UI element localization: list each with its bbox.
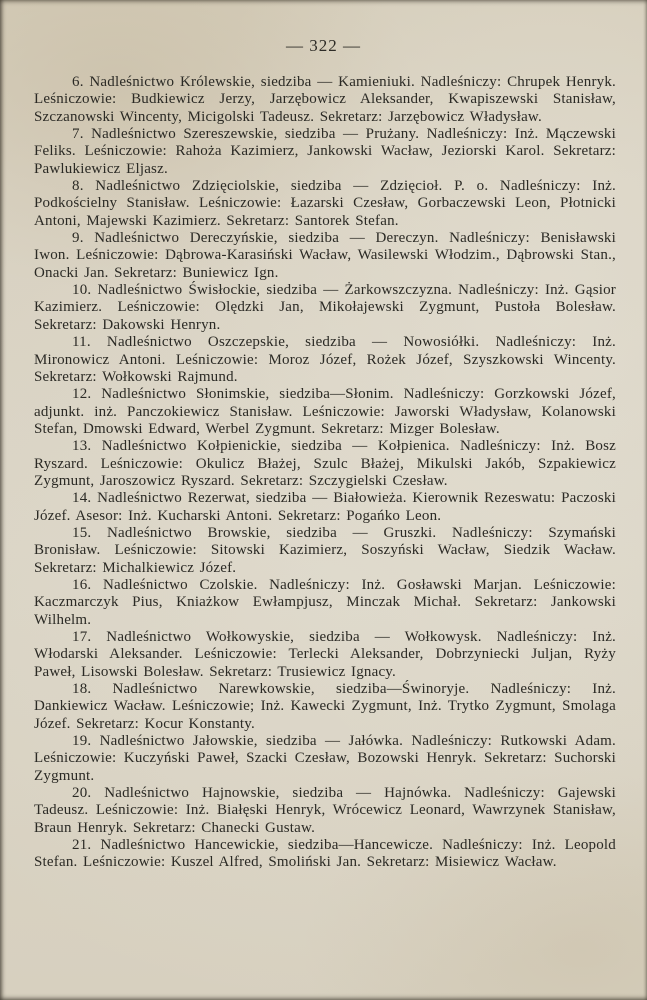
- list-entry: 15. Nadleśnictwo Browskie, siedziba — Gruszki. Nadleśniczy: Szymański Bronisław. Leśniczowie: Sitowski Kazimierz, Soszyński Wacław, Siedzik Wacław. Sekretarz: Michalkiewicz Józef.: [34, 524, 616, 576]
- page-number: — 322 —: [286, 36, 361, 55]
- list-entry: 7. Nadleśnictwo Szereszewskie, siedziba — Prużany. Nadleśniczy: Inż. Mączewski Feliks. Leśniczowie: Rahoża Kazimierz, Jankowski Wacław, Jeziorski Karol. Sekretarz: Pawlukiewicz Eljasz.: [34, 126, 616, 177]
- list-entry: 16. Nadleśnictwo Czolskie. Nadleśniczy: Inż. Gosławski Marjan. Leśniczowie: Kaczmarczyk Pius, Kniażkow Ewłampjusz, Minczak Michał. Sekretarz: Jankowski Wilhelm.: [34, 576, 616, 628]
- list-entry: 12. Nadleśnictwo Słonimskie, siedziba—Słonim. Nadleśniczy: Gorzkowski Józef, adjunkt. inż. Panczokiewicz Stanisław. Leśniczowie: Jaworski Władysław, Kolanowski Stefan, Dmowski Edward, Werbel Zygmunt. Sekretarz: Mizger Bolesław.: [34, 386, 616, 437]
- list-entry: 14. Nadleśnictwo Rezerwat, siedziba — Białowieża. Kierownik Rezeswatu: Paczoski Józef. Asesor: Inż. Kucharski Antoni. Sekretarz: Pogańko Leon.: [34, 490, 616, 524]
- list-entry: 21. Nadleśnictwo Hancewickie, siedziba—Hancewicze. Nadleśniczy: Inż. Leopold Stefan. Leśniczowie: Kuszel Alfred, Smoliński Jan. Sekretarz: Misiewicz Wacław.: [34, 837, 616, 871]
- list-entry: 6. Nadleśnictwo Królewskie, siedziba — Kamieniuki. Nadleśniczy: Chrupek Henryk. Leśniczowie: Budkiewicz Jerzy, Jarzębowicz Aleksander, Kwapiszewski Stanisław, Szczanowski Wincenty, Micigolski Tadeusz. Sekretarz: Jarzębowicz Władysław.: [34, 74, 616, 125]
- list-entry: 20. Nadleśnictwo Hajnowskie, siedziba — Hajnówka. Nadleśniczy: Gajewski Tadeusz. Leśniczowie: Inż. Białęski Henryk, Wrócewicz Leonard, Wawrzynek Stanisław, Braun Henryk. Sekretarz: Chanecki Gustaw.: [34, 785, 616, 836]
- list-entry: 13. Nadleśnictwo Kołpienickie, siedziba — Kołpienica. Nadleśniczy: Inż. Bosz Ryszard. Leśniczowie: Okulicz Błażej, Szulc Błażej, Mikulski Jakób, Szpakiewicz Zygmunt, Jaroszowicz Ryszard. Sekretarz: Szczygielski Czesław.: [34, 438, 616, 489]
- list-entry: 11. Nadleśnictwo Oszczepskie, siedziba — Nowosiółki. Nadleśniczy: Inż. Mironowicz Antoni. Leśniczowie: Moroz Józef, Rożek Józef, Szyszkowski Wincenty. Sekretarz: Wołkowski Rajmund.: [34, 334, 616, 385]
- list-entry: 17. Nadleśnictwo Wołkowyskie, siedziba — Wołkowysk. Nadleśniczy: Inż. Włodarski Aleksander. Leśniczowie: Terlecki Aleksander, Dobrzyniecki Juljan, Ryży Paweł, Lisowski Bolesław. Sekretarz: Trusiewicz Ignacy.: [34, 629, 616, 680]
- list-entry: 8. Nadleśnictwo Zdzięciolskie, siedziba — Zdzięcioł. P. o. Nadleśniczy: Inż. Podkościelny Stanisław. Leśniczowie: Łazarski Czesław, Gorbaczewski Leon, Płotnicki Antoni, Majewski Kazimierz. Sekretarz: Santorek Stefan.: [34, 178, 616, 229]
- list-entry: 10. Nadleśnictwo Świsłockie, siedziba — Żarkowszczyzna. Nadleśniczy: Inż. Gąsior Kazimierz. Leśniczowie: Olędzki Jan, Mikołajewski Zygmunt, Pustoła Bolesław. Sekretarz: Dakowski Henryn.: [34, 282, 616, 333]
- directory-list: [34, 74, 616, 872]
- list-entry: 19. Nadleśnictwo Jałowskie, siedziba — Jałówka. Nadleśniczy: Rutkowski Adam. Leśniczowie: Kuczyński Paweł, Szacki Czesław, Bozowski Henryk. Sekretarz: Suchorski Zygmunt.: [34, 733, 616, 784]
- list-entry: 18. Nadleśnictwo Narewkowskie, siedziba—Świnoryje. Nadleśniczy: Inż. Dankiewicz Wacław. Leśniczowie; Inż. Kawecki Zygmunt, Inż. Trytko Zygmunt, Smolaga Józef. Sekretarz: Kocur Konstanty.: [34, 681, 616, 732]
- list-entry: 9. Nadleśnictwo Dereczyńskie, siedziba — Dereczyn. Nadleśniczy: Benisławski Iwon. Leśniczowie: Dąbrowa-Karasiński Wacław, Wasilewski Włodzim., Dąbrowski Stan., Onacki Jan. Sekretarz: Buniewicz Ign.: [34, 230, 616, 281]
